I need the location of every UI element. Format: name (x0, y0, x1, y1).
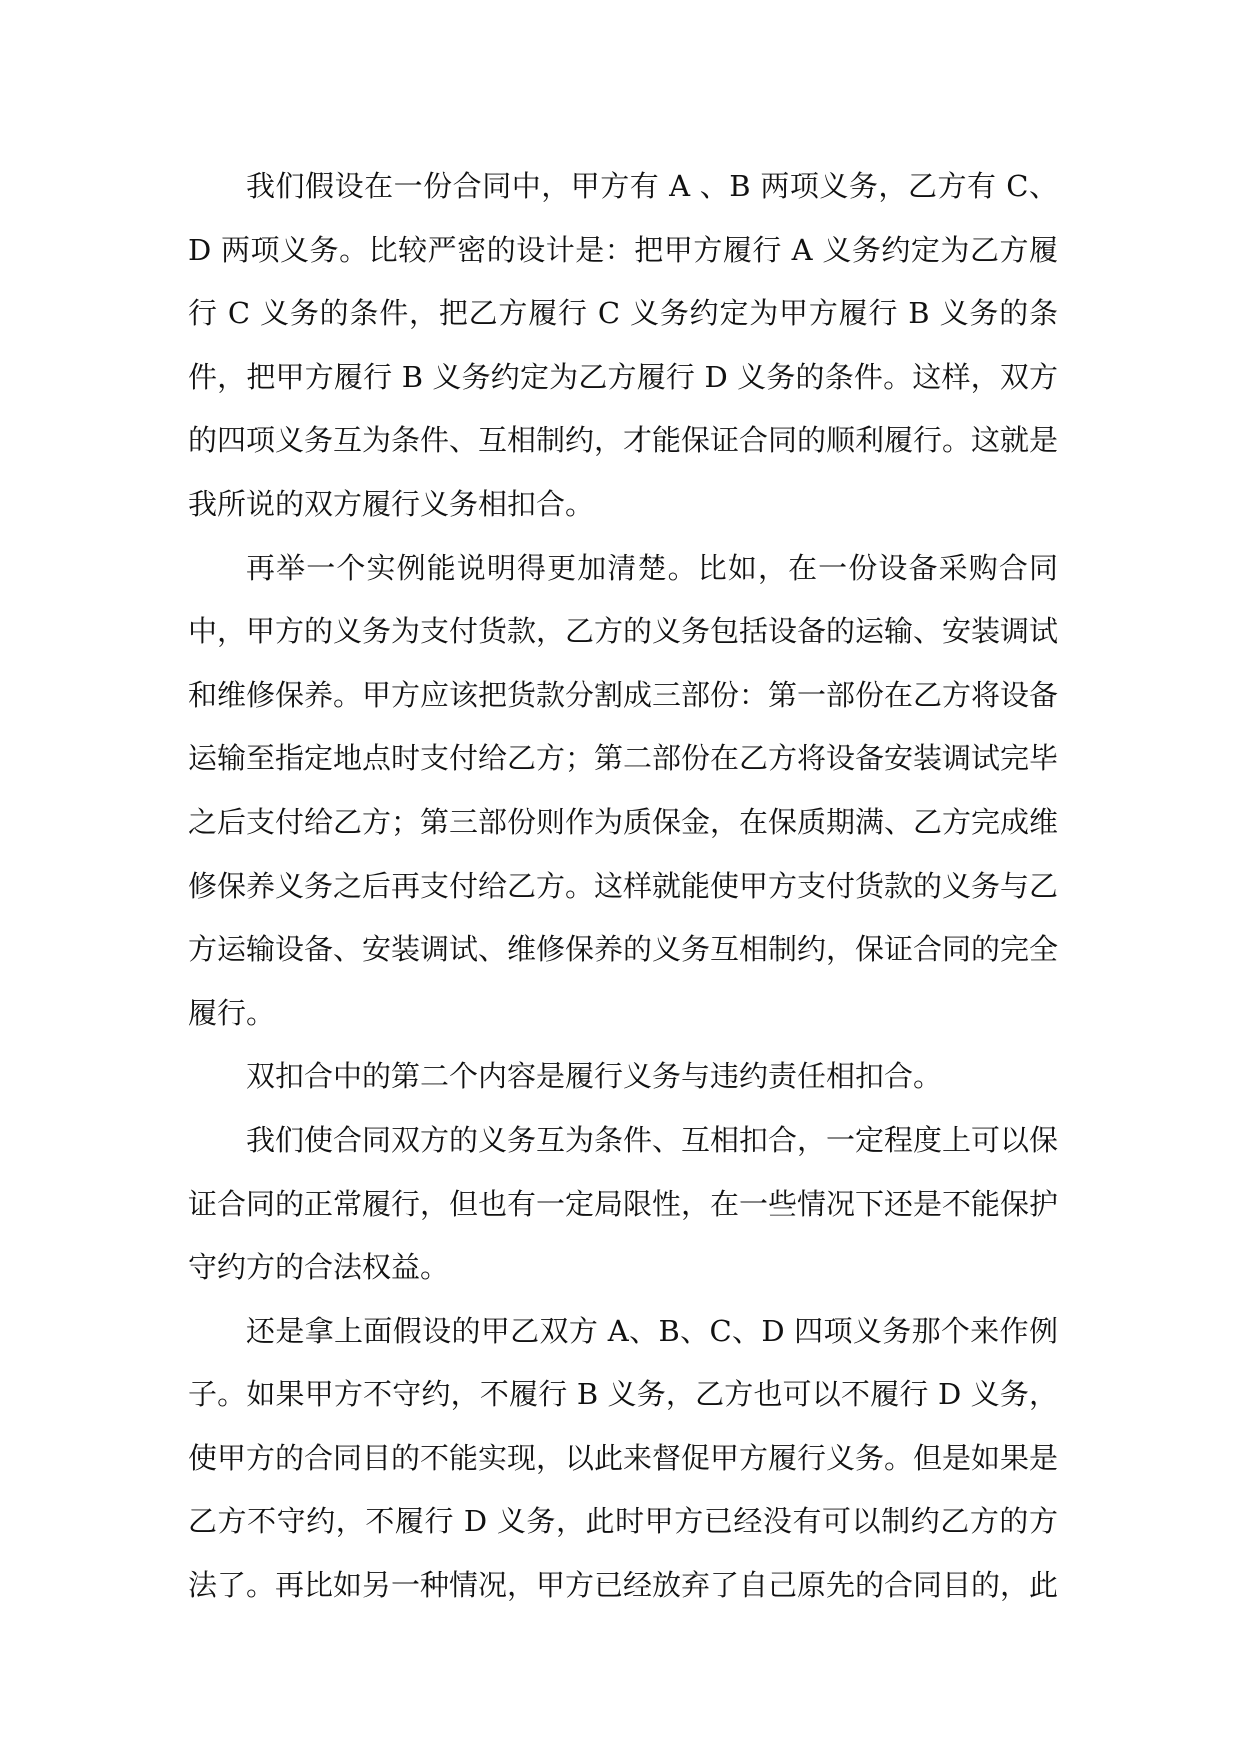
paragraph-4: 我们使合同双方的义务互为条件、互相扣合，一定程度上可以保证合同的正常履行，但也有一定局限性，在一些情况下还是不能保护守约方的合法权益。 (188, 1122, 1059, 1285)
paragraph-2: 再举一个实例能说明得更加清楚。比如，在一份设备采购合同中，甲方的义务为支付货款，乙方的义务包括设备的运输、安装调试和维修保养。甲方应该把货款分割成三部份：第一部份在乙方将设备运输至指定地点时支付给乙方；第二部份在乙方将设备安装调试完毕之后支付给乙方；第三部份则作为质保金，在保质期满、乙方完成维修保养义务之后再支付给乙方。这样就能使甲方支付货款的义务与乙方运输设备、安装调试、维修保养的义务互相制约，保证合同的完全履行。 (188, 550, 1059, 1030)
paragraph-1: 我们假设在一份合同中，甲方有 A 、B 两项义务，乙方有 C、D 两项义务。比较严密的设计是：把甲方履行 A 义务约定为乙方履行 C 义务的条件，把乙方履行 C 义务约定为甲方履行 B 义务的条件，把甲方履行 B 义务约定为乙方履行 D 义务的条件。这样，双方的四项义务互为条件、互相制约，才能保证合同的顺利履行。这就是我所说的双方履行义务相扣合。 (188, 169, 1059, 521)
paragraph-3: 双扣合中的第二个内容是履行义务与违约责任相扣合。 (246, 1059, 943, 1094)
document-body (188, 155, 1058, 1618)
paragraph-5: 还是拿上面假设的甲乙双方 A、B、C、D 四项义务那个来作例子。如果甲方不守约，不履行 B 义务，乙方也可以不履行 D 义务，使甲方的合同目的不能实现，以此来督促甲方履行义务。但是如果是乙方不守约，不履行 D 义务，此时甲方已经没有可以制约乙方的方法了。再比如另一种情况，甲方已经放弃了自己原先的合同目的，此 (188, 1313, 1059, 1603)
